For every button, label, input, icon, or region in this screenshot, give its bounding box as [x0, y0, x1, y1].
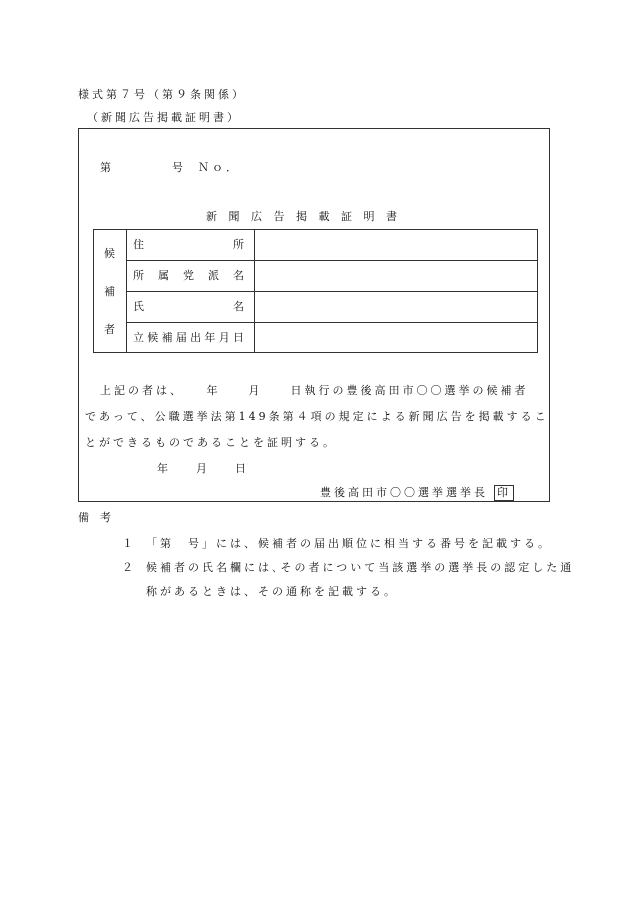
seal-mark: 印 [494, 485, 514, 501]
table-row-divider [126, 291, 537, 292]
table-row-divider [126, 322, 537, 323]
table-row-divider [126, 260, 537, 261]
certificate-body-line: 上記の者は、 年 月 日執行の豊後高田市〇〇選挙の候補者 [100, 384, 529, 397]
note-text: 「第 号」には、候補者の届出順位に相当する番号を記載する。 [146, 537, 552, 550]
row-label-filing-date: 立候補届出年月日 [133, 331, 244, 344]
certificate-title: 新 聞 広 告 掲 載 証 明 書 [206, 210, 401, 223]
note-number: １ [122, 537, 133, 550]
certificate-number-suffix: 号 [172, 161, 183, 174]
note-text: 候補者の氏名欄には､その者について当該選挙の選挙長の認定した通 [146, 561, 575, 574]
note-number: ２ [122, 561, 133, 574]
row-label-party: 所 属 党 派 名 [133, 269, 244, 282]
row-label-name: 氏 名 [133, 300, 244, 313]
certificate-number-prefix: 第 [100, 161, 111, 174]
certificate-number-no: Ｎｏ． [198, 161, 240, 174]
certificate-body-line: であって、公職選挙法第149条第４項の規定による新聞広告を掲載するこ [85, 410, 549, 423]
row-label-address: 住 所 [133, 238, 244, 251]
side-label-char: 補 [104, 285, 115, 298]
notes-heading: 備 考 [78, 511, 111, 524]
side-label-char: 候 [104, 247, 115, 260]
certificate-date-line: 年 月 日 [157, 462, 248, 475]
certificate-body-line: とができるものであることを証明する。 [85, 436, 337, 449]
form-number: 様式第７号（第９条関係） [78, 88, 246, 101]
issuer-name: 豊後高田市〇〇選挙選挙長 [320, 486, 488, 499]
side-label-char: 者 [104, 323, 115, 336]
certificate-issuer [320, 484, 514, 501]
form-subtitle: （新聞広告掲載証明書） [87, 111, 241, 124]
note-text-continuation: 称があるときは、その通称を記載する。 [146, 585, 398, 598]
